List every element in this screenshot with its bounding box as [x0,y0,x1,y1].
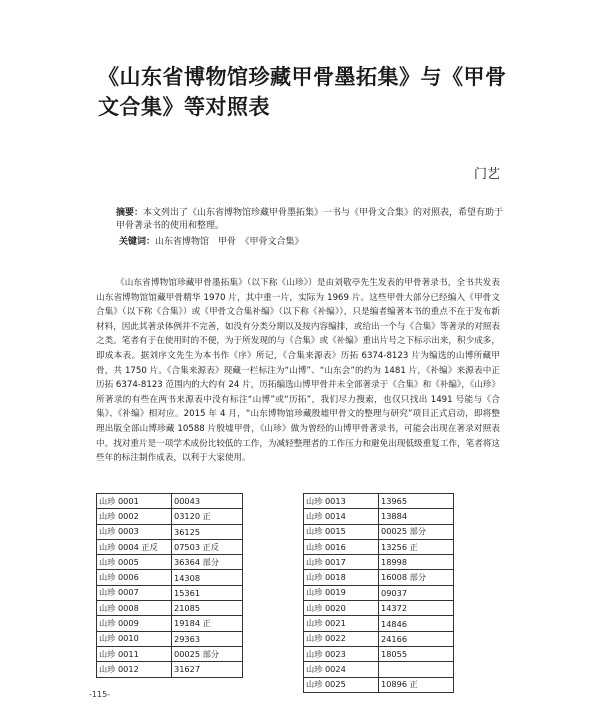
table-row [304,494,454,509]
comparison-table-right [303,493,454,693]
table-row [97,616,243,631]
keywords-text: 山东省博物馆 甲骨 《甲骨文合集》 [155,237,304,247]
table-row [97,539,243,554]
shanzhen-number-cell: 山珍 0005 [97,555,172,570]
table-row [97,631,243,646]
heji-number-cell: 14308 [172,570,243,585]
table-row [304,524,454,539]
shanzhen-number-cell: 山珍 0022 [304,631,379,646]
heji-number-cell: 13965 [379,494,454,509]
table-row [97,570,243,585]
table-row [304,601,454,616]
author-name: 门艺 [474,167,501,182]
heji-number-cell: 10896 正 [379,677,454,692]
shanzhen-number-cell: 山珍 0002 [97,509,172,524]
shanzhen-number-cell: 山珍 0009 [97,616,172,631]
heji-number-cell: 09037 [379,585,454,600]
shanzhen-number-cell: 山珍 0008 [97,601,172,616]
table-row [304,631,454,646]
heji-number-cell: 14372 [379,601,454,616]
shanzhen-number-cell: 山珍 0015 [304,524,379,539]
table-row [97,585,243,600]
table-row [304,570,454,585]
shanzhen-number-cell: 山珍 0004 正反 [97,539,172,554]
heji-number-cell: 16008 部分 [379,570,454,585]
heji-number-cell: 15361 [172,585,243,600]
shanzhen-number-cell: 山珍 0013 [304,494,379,509]
shanzhen-number-cell: 山珍 0014 [304,509,379,524]
table-row [97,646,243,661]
shanzhen-number-cell: 山珍 0001 [97,494,172,509]
heji-number-cell [379,662,454,677]
heji-number-cell: 18998 [379,555,454,570]
abstract [116,207,508,233]
keywords [119,236,511,249]
heji-number-cell: 36125 [172,524,243,539]
heji-number-cell: 21085 [172,601,243,616]
heji-number-cell: 00043 [172,494,243,509]
heji-number-cell: 00025 部分 [172,646,243,661]
table-row [97,555,243,570]
page-number: -115- [89,690,111,699]
table-row [304,585,454,600]
shanzhen-number-cell: 山珍 0012 [97,662,172,677]
heji-number-cell: 31627 [172,662,243,677]
heji-number-cell: 07503 正反 [172,539,243,554]
table-row [97,509,243,524]
article-title: 《山东省博物馆珍藏甲骨墨拓集》与《甲骨文合集》等对照表 [98,65,507,119]
table-row [304,539,454,554]
heji-number-cell: 36364 部分 [172,555,243,570]
shanzhen-number-cell: 山珍 0024 [304,662,379,677]
heji-number-cell: 24166 [379,631,454,646]
shanzhen-number-cell: 山珍 0016 [304,539,379,554]
keywords-label: 关键词： [119,237,156,247]
abstract-text: 本文列出了《山东省博物馆珍藏甲骨墨拓集》一书与《甲骨文合集》的对照表，希望有助于甲骨著录书的使用和整理。 [116,208,504,231]
table-row [97,662,243,677]
shanzhen-number-cell: 山珍 0017 [304,555,379,570]
table-row [304,677,454,692]
heji-number-cell: 14846 [379,616,454,631]
heji-number-cell: 19184 正 [172,616,243,631]
heji-number-cell: 18055 [379,646,454,661]
table-row [97,601,243,616]
table-row [97,494,243,509]
table-row [304,555,454,570]
table-row [304,646,454,661]
shanzhen-number-cell: 山珍 0020 [304,601,379,616]
shanzhen-number-cell: 山珍 0019 [304,585,379,600]
shanzhen-number-cell: 山珍 0007 [97,585,172,600]
table-row [304,509,454,524]
shanzhen-number-cell: 山珍 0003 [97,524,172,539]
abstract-label: 摘要： [116,208,144,218]
comparison-table-left [96,493,243,678]
body-text [96,276,500,466]
shanzhen-number-cell: 山珍 0011 [97,646,172,661]
table-row [97,524,243,539]
heji-number-cell: 13256 正 [379,539,454,554]
heji-number-cell: 03120 正 [172,509,243,524]
shanzhen-number-cell: 山珍 0006 [97,570,172,585]
shanzhen-number-cell: 山珍 0025 [304,677,379,692]
table-row [304,616,454,631]
heji-number-cell: 00025 部分 [379,524,454,539]
shanzhen-number-cell: 山珍 0023 [304,646,379,661]
heji-number-cell: 13884 [379,509,454,524]
shanzhen-number-cell: 山珍 0010 [97,631,172,646]
heji-number-cell: 29363 [172,631,243,646]
table-row [304,662,454,677]
body-paragraph: 《山东省博物馆珍藏甲骨墨拓集》（以下称《山珍》）是由刘敬亭先生发表的甲骨著录书，全书共发表山东省博物馆馆藏甲骨精华 1970 片，其中重一片，实际为 1969 片。这些甲骨大部分已经编入《甲骨文合集》（以下称《合集》）或《甲骨文合集补编》（以下称《补编》），只是编者编著本书的重点不在于发布新材料，因此其著录体例并不完善，如没有分类分期以及按内容编排，或给出一个与《合集》等著录的对照表之类。笔者有于在使用时的不便，为于所发现的与《合集》或《补编》重出片号之下标示出来，积少成多，即成本表。据刘序文先生为本书作《序》所记，《合集来源表》历拓 6374-8123 片为编选的山博所藏甲骨，共 1750 片。《合集来源表》现藏一栏标注为“山博”、“山东会”的约为 1481 片，《补编》来源表中正历拓 6374-8123 范围内的大约有 24 片，历拓编选山博甲骨并未全部著录于《合集》和《补编》，《山珍》所著录的有些在两书来源表中没有标注“山博”或“历拓”，我们尽力搜索，也仅只找出 1491 号能与《合集》、《补编》相对应。2015 年 4 月，“山东博物馆珍藏殷墟甲骨文的整理与研究”项目正式启动，即将整理出版全部山博珍藏 10588 片殷墟甲骨，《山珍》做为曾经的山博甲骨著录书，可能会出现在著录对照表中。找对重片是一项学术成份比较低的工作，为减轻整理者的工作压力和避免出现低级重复工作，笔者将这些年的标注制作成表，以利于大家使用。 [96,278,500,464]
shanzhen-number-cell: 山珍 0021 [304,616,379,631]
shanzhen-number-cell: 山珍 0018 [304,570,379,585]
